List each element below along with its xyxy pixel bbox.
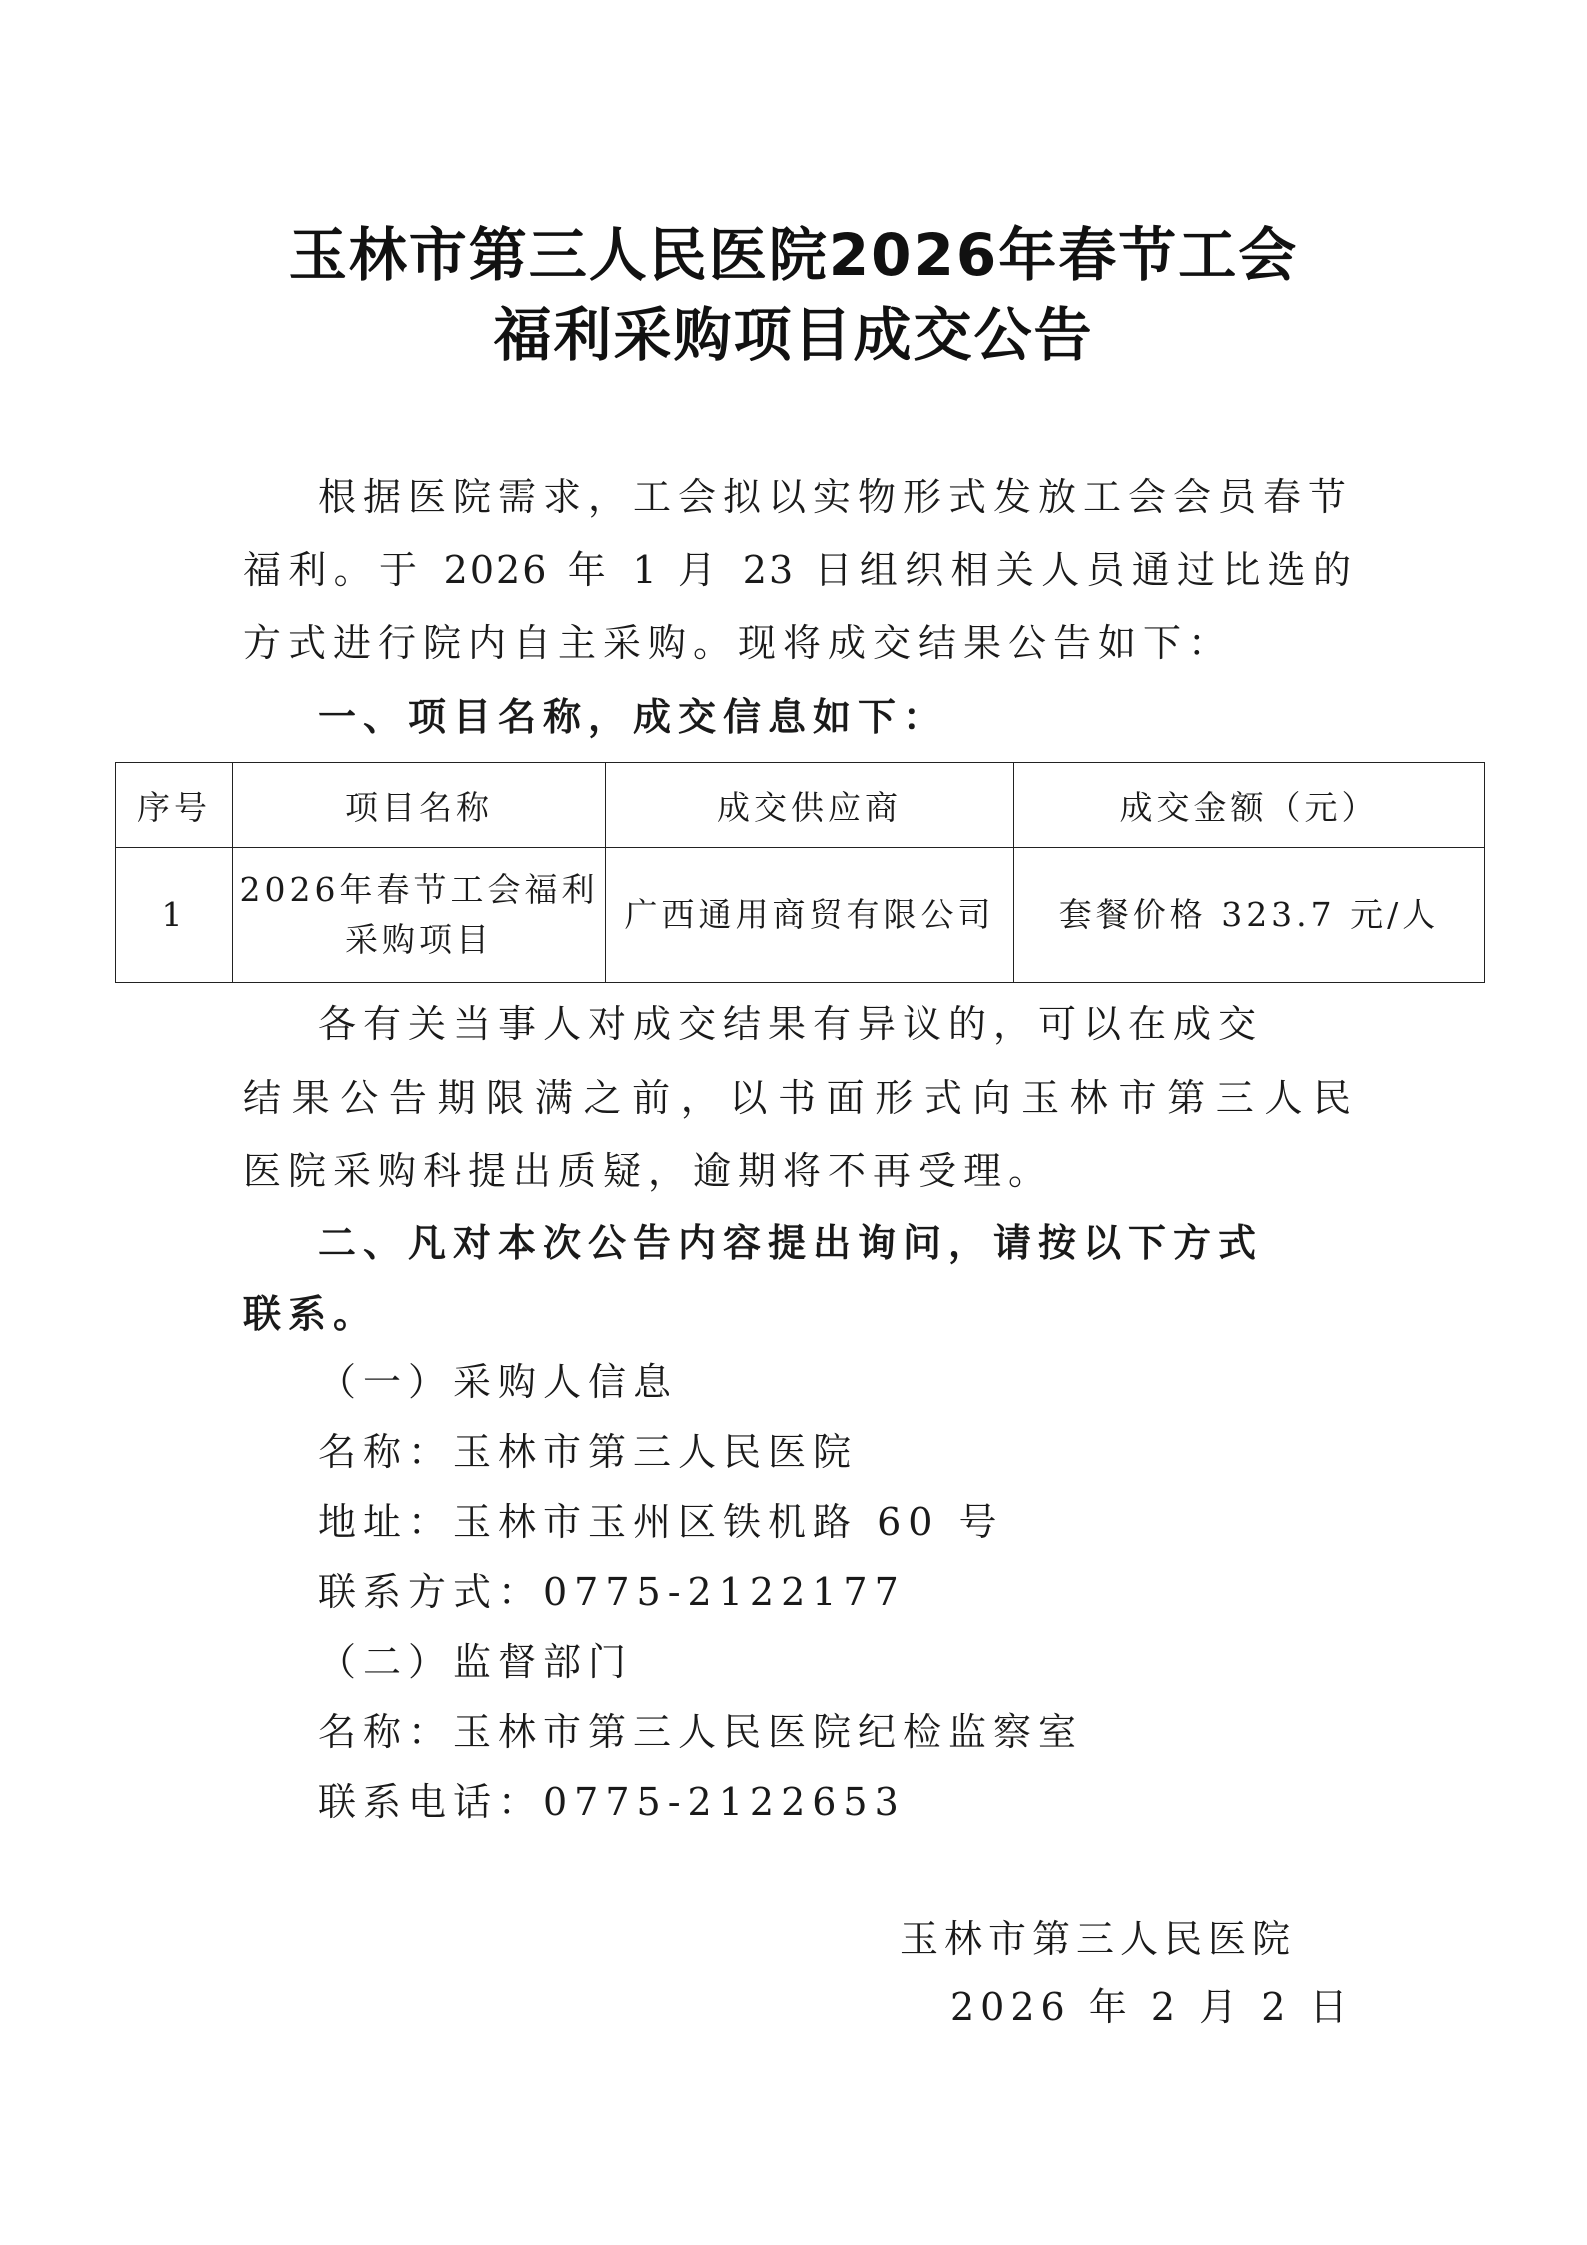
- result-table: [115, 762, 1485, 983]
- intro-paragraph-line-1: 根据医院需求，工会拟以实物形式发放工会会员春节: [318, 475, 1354, 519]
- document-title-line-2: 福利采购项目成交公告: [493, 301, 1094, 369]
- table-header-cell-amount: 成交金额（元）: [1014, 763, 1485, 848]
- signature-organization: 玉林市第三人民医院: [900, 1917, 1297, 1961]
- purchaser-contact: 联系方式：0775-2122177: [318, 1570, 906, 1614]
- section-2-heading-line-2: 联系。: [243, 1292, 379, 1336]
- supervisor-heading: （二）监督部门: [318, 1640, 634, 1684]
- table-header-row: [116, 763, 1485, 848]
- table-cell-amount: 套餐价格 323.7 元/人: [1014, 848, 1485, 983]
- purchaser-heading: （一）采购人信息: [318, 1360, 679, 1404]
- table-header-cell-supplier: 成交供应商: [606, 763, 1014, 848]
- table-row: [116, 848, 1485, 983]
- supervisor-phone: 联系电话：0775-2122653: [318, 1780, 906, 1824]
- intro-paragraph-line-3: 方式进行院内自主采购。现将成交结果公告如下：: [243, 621, 1234, 665]
- objection-paragraph-line-2: 结果公告期限满之前，以书面形式向玉林市第三人民: [243, 1076, 1353, 1120]
- table-cell-project-line-2: 采购项目: [345, 920, 493, 959]
- signature-date: 2026 年 2 月 2 日: [950, 1985, 1354, 2029]
- objection-paragraph-line-3: 医院采购科提出质疑，逾期将不再受理。: [243, 1149, 1054, 1193]
- table-cell-supplier: 广西通用商贸有限公司: [606, 848, 1014, 983]
- section-1-heading: 一、项目名称，成交信息如下：: [318, 695, 949, 739]
- table-cell-index: 1: [116, 848, 233, 983]
- purchaser-address: 地址：玉林市玉州区铁机路 60 号: [318, 1500, 1004, 1544]
- section-2-heading-line-1: 二、凡对本次公告内容提出询问，请按以下方式: [318, 1221, 1264, 1265]
- table-header-cell-index: 序号: [116, 763, 233, 848]
- table-cell-project-line-1: 2026年春节工会福利: [239, 870, 599, 909]
- table-cell-project: [233, 848, 606, 983]
- document-title-line-1: 玉林市第三人民医院2026年春节工会: [288, 221, 1299, 289]
- supervisor-name: 名称：玉林市第三人民医院纪检监察室: [318, 1710, 1084, 1754]
- table-header-cell-project: 项目名称: [233, 763, 606, 848]
- purchaser-name: 名称：玉林市第三人民医院: [318, 1430, 859, 1474]
- objection-paragraph-line-1: 各有关当事人对成交结果有异议的，可以在成交: [318, 1002, 1264, 1046]
- intro-paragraph-line-2: 福利。于 2026 年 1 月 23 日组织相关人员通过比选的: [243, 548, 1353, 592]
